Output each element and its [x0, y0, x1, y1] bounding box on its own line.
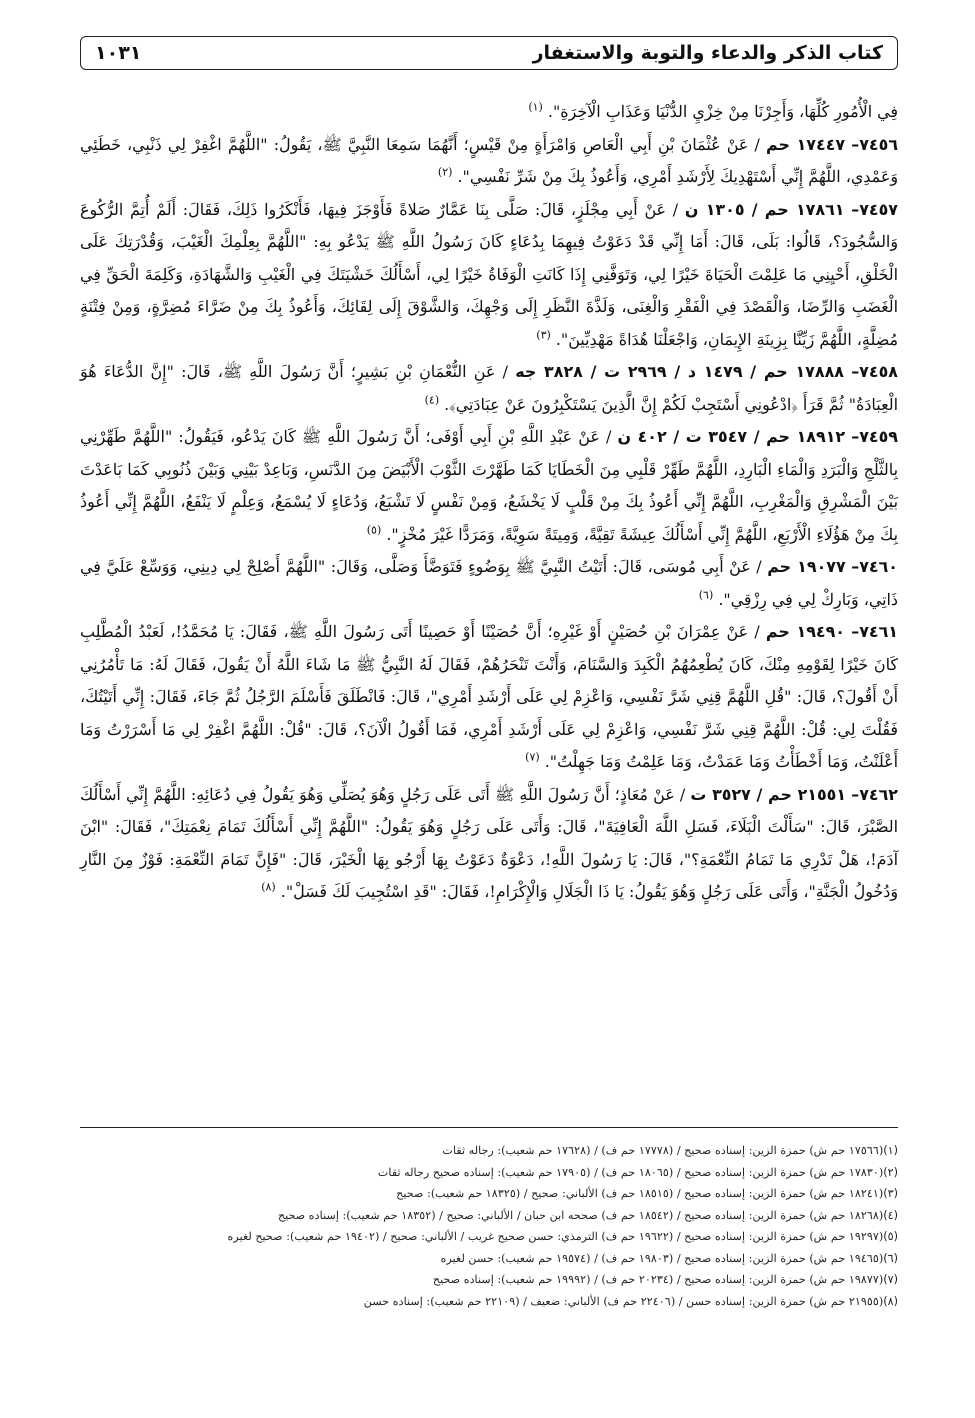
hadith-entry: [80, 616, 898, 779]
chapter-title: كتاب الذكر والدعاء والتوبة والاستغفار: [532, 42, 883, 64]
hadith-text: / عَنْ مُعَاذٍ؛ أَنَّ رَسُولَ اللَّهِ ﷺ أَتَى عَلَى رَجُلٍ وَهُوَ يُصَلِّي وَهُوَ يَقُولُ فِي دُعَائِهِ: اللَّهُمَّ إِنِّي أَسْأَلُكَ الصَّبْرَ، قَالَ: "سَأَلْتَ الْبَلَاءَ، فَسَلِ اللَّهَ الْعَافِيَةَ"، قَالَ: وَأَتَى عَلَى رَجُلٍ وَهُوَ يَقُولُ: "اللَّهُمَّ إِنِّي أَسْأَلُكَ تَمَامَ نِعْمَتِكَ"، فَقَالَ: "ابْنَ آدَمَ!، هَلْ تَدْرِي مَا تَمَامُ النِّعْمَةِ؟"، قَالَ: يَا رَسُولَ اللَّهِ!، دَعْوَةٌ دَعَوْتُ بِهَا أَرْجُو بِهَا الْخَيْرَ، قَالَ: "فَإِنَّ تَمَامَ النِّعْمَةِ: فَوْزٌ مِنَ النَّارِ وَدُخُولُ الْجَنَّةِ"، وَأَتَى عَلَى رَجُلٍ وَهُوَ يَقُولُ: يَا ذَا الْجَلَالِ وَالْإِكْرَامِ!، فَقَالَ: "قَدِ اسْتُجِيبَ لَكَ فَسَلْ".: [80, 784, 898, 901]
footnote: [80, 1269, 898, 1291]
source-refs: ١٧٨٦١ حم / ١٣٠٥ ن: [684, 199, 845, 219]
footnote-mark: (٢): [883, 1165, 898, 1179]
hadith-number: ٧٤٦٠–: [851, 557, 898, 576]
footnote-mark: (٤): [883, 1208, 898, 1222]
footnote: [80, 1140, 898, 1162]
footnote-divider: [80, 1127, 898, 1128]
footnote-ref: (٥): [366, 523, 382, 537]
footnote: [80, 1205, 898, 1227]
footnote-ref: (٤): [424, 393, 440, 407]
footnote: [80, 1183, 898, 1205]
footnote-text: (١٩٢٩٧ حم ش) حمزة الزين: إسناده صحيح / (١٩٦٢٢ حم ف) الترمذي: حسن صحيح غريب / الألباني: صحيح / (١٩٤٠٢ حم شعيب): صحيح لغيره: [227, 1230, 884, 1243]
footnote-mark: (٣): [883, 1187, 898, 1200]
footnote-text: (١٨٢٤١ حم ش) حمزة الزين: إسناده صحيح / (١٨٥١٥ حم ف) الألباني: صحيح / (١٨٣٢٥ حم شعيب): صحيح: [396, 1187, 884, 1200]
hadith-entry: [80, 421, 898, 551]
source-refs: ١٨٩١٢ حم / ٣٥٤٧ ت / ٤٠٢ ن: [617, 427, 846, 446]
source-refs: ١٧٤٤٧ حم: [766, 134, 846, 154]
hadith-entry: [80, 194, 898, 357]
hadith-number: ٧٤٦١–: [851, 622, 898, 641]
footnotes-section: [80, 1140, 898, 1312]
hadith-number: ٧٤٥٩–: [851, 427, 898, 446]
footnote: [80, 1291, 898, 1313]
footnote-ref: (٨): [261, 880, 276, 894]
footnote-mark: (١): [883, 1144, 898, 1157]
hadith-text: / عَنْ عِمْرَانَ بْنِ حُصَيْنٍ أَوْ غَيْرِهِ؛ أَنَّ حُصَيْنًا أَوْ حَصِينًا أَتَى رَسُولَ اللَّهِ ﷺ، فَقَالَ: يَا مُحَمَّدُ!، لَعَبْدُ الْمُطَّلِبِ كَانَ خَيْرًا لِقَوْمِهِ مِنْكَ، كَانَ يُطْعِمُهُمُ الْكَبِدَ وَالسَّنَامَ، وَأَنْتَ تَنْحَرُهُمْ، فَقَالَ لَهُ النَّبِيُّ ﷺ مَا شَاءَ اللَّهُ أَنْ يَقُولَ، فَقَالَ لَهُ: مَا تَأْمُرُنِي أَنْ أَقُولَ؟، قَالَ: "قُلِ اللَّهُمَّ قِنِي شَرَّ نَفْسِي، وَاعْزِمْ لِي عَلَى أَرْشَدِ أَمْرِي"، قَالَ: فَانْطَلَقَ فَأَسْلَمَ الرَّجُلُ ثُمَّ جَاءَ، فَقَالَ: إِنِّي أَتَيْتُكَ، فَقُلْتَ لِي: قُلْ: اللَّهُمَّ قِنِي شَرَّ نَفْسِي، وَاعْزِمْ لِي عَلَى أَرْشَدِ أَمْرِي، فَمَا أَقُولُ الْآنَ؟، قَالَ: "قُلْ: اللَّهُمَّ اغْفِرْ لِي مَا أَسْرَرْتُ وَمَا أَعْلَنْتُ، وَمَا أَخْطَأْتُ وَمَا عَمَدْتُ، وَمَا عَلِمْتُ وَمَا جَهِلْتُ".: [80, 622, 898, 771]
footnote-text: (١٧٨٣٠ حم ش) حمزة الزين: إسناده صحيح / (١٨٠٦٥ حم ف) / (١٧٩٠٥ حم شعيب): إسناده صحيح رجاله ثقات: [377, 1165, 884, 1179]
hadith-text: / عَنِ النُّعْمَانِ بْنِ بَشِيرٍ؛ أَنَّ رَسُولَ اللَّهِ ﷺ، قَالَ: "إِنَّ الدُّعَاءَ هُوَ الْعِبَادَةُ" ثُمَّ قَرَأَ ﴿ادْعُونِي أَسْتَجِبْ لَكُمْ إِنَّ الَّذِينَ يَسْتَكْبِرُونَ عَنْ عِبَادَتِي﴾.: [80, 362, 898, 414]
hadith-number: ٧٤٦٢–: [851, 784, 898, 804]
hadith-entry: [80, 779, 898, 909]
source-refs: ١٧٨٨٨ حم / ١٤٧٩ د / ٢٩٦٩ ت / ٣٨٢٨ جه: [515, 362, 844, 381]
hadith-number: ٧٤٥٧–: [851, 199, 898, 219]
footnote-ref: (٧): [525, 750, 540, 764]
hadith-text: / عَنْ أَبِي مُوسَى، قَالَ: أَتَيْتُ النَّبِيَّ ﷺ بِوَضُوءٍ فَتَوَضَّأَ وَصَلَّى، وَقَالَ: "اللَّهُمَّ أَصْلِحْ لِي دِينِي، وَوَسِّعْ عَلَيَّ فِي ذَاتِي، وَبَارِكْ لِي فِي رِزْقِي".: [80, 557, 898, 609]
hadith-entry: [80, 551, 898, 616]
footnote-text: (١٩٤٦٥ حم ش) حمزة الزين: إسناده صحيح / (١٩٨٠٣ حم ف) / (١٩٥٧٤ حم شعيب): حسن لغيره: [440, 1251, 884, 1265]
footnote: [80, 1226, 898, 1248]
hadith-number: ٧٤٥٨–: [851, 362, 898, 381]
continuation-paragraph: [80, 96, 898, 129]
footnote-ref: (٦): [698, 588, 714, 602]
source-refs: ٢١٥٥١ حم / ٣٥٢٧ ت: [690, 784, 847, 804]
main-text: [80, 96, 898, 909]
footnote-text: (١٧٥٦٦ حم ش) حمزة الزين: إسناده صحيح / (١٧٧٧٨ حم ف) / (١٧٦٢٨ حم شعيب): رجاله ثقات: [442, 1144, 884, 1157]
page-header: [80, 36, 898, 70]
page-number: ١٠٣١: [95, 42, 142, 64]
source-refs: ١٩٠٧٧ حم: [767, 557, 846, 576]
footnote-ref: (٢): [437, 165, 453, 179]
footnote-mark: (٧): [883, 1273, 898, 1286]
continuation-text: فِي الْأُمُورِ كُلِّهَا، وَأَجِرْنَا مِنْ خِزْيِ الدُّنْيَا وَعَذَابِ الْآخِرَةِ".: [547, 102, 898, 121]
footnote-ref: (١): [528, 100, 543, 114]
footnote-text: (١٩٨٧٧ حم ش) حمزة الزين: إسناده صحيح / (٢٠٢٣٤ حم ف) / (١٩٩٩٢ حم شعيب): إسناده صحيح: [432, 1273, 884, 1286]
hadith-text: / عَنْ أَبِي مِجْلَزٍ، قَالَ: صَلَّى بِنَا عَمَّارٌ صَلاةً فَأَوْجَزَ فِيهَا، فَأَنْكَرُوا ذَلِكَ، فَقَالَ: أَلَمْ أُتِمَّ الرُّكُوعَ وَالسُّجُودَ؟، قَالُوا: بَلَى، قَالَ: أَمَا إِنِّي قَدْ دَعَوْتُ فِيهِمَا بِدُعَاءٍ كَانَ رَسُولُ اللَّهِ ﷺ يَدْعُو بِهِ: "اللَّهُمَّ بِعِلْمِكَ الْغَيْبَ، وَقُدْرَتِكَ عَلَى الْخَلْقِ، أَحْيِنِي مَا عَلِمْتَ الْحَيَاةَ خَيْرًا لِي، وَتَوَفَّنِي إِذَا كَانَتِ الْوَفَاةُ خَيْرًا لِي، أَسْأَلُكَ خَشْيَتَكَ فِي الْغَيْبِ وَالشَّهَادَةِ، وَكَلِمَةَ الْحَقِّ فِي الْغَضَبِ وَالرِّضَا، وَالْقَصْدَ فِي الْفَقْرِ وَالْغِنَى، وَلَذَّةَ النَّظَرِ إِلَى وَجْهِكَ، وَالشَّوْقَ إِلَى لِقَائِكَ، وَأَعُوذُ بِكَ مِنْ ضَرَّاءَ مُضِرَّةٍ، وَمِنْ فِتْنَةٍ مُضِلَّةٍ، اللَّهُمَّ زَيِّنَّا بِزِينَةِ الإِيمَانِ، وَاجْعَلْنَا هُدَاةً مَهْدِيِّينَ".: [80, 199, 898, 349]
footnote: [80, 1162, 898, 1184]
footnote-mark: (٦): [883, 1251, 898, 1265]
hadith-entry: [80, 129, 898, 194]
footnote-mark: (٨): [883, 1294, 898, 1308]
hadith-number: ٧٤٥٦–: [851, 134, 899, 154]
hadith-text: / عَنْ عَبْدِ اللَّهِ بْنِ أَبِي أَوْفَى؛ أَنَّ رَسُولَ اللَّهِ ﷺ كَانَ يَدْعُو، فَيَقُولُ: "اللَّهُمَّ طَهِّرْنِي بِالثَّلْجِ وَالْبَرَدِ وَالْمَاءِ الْبَارِدِ، اللَّهُمَّ طَهِّرْ قَلْبِي مِنَ الْخَطَايَا كَمَا طَهَّرْتَ الثَّوْبَ الْأَبْيَضَ مِنَ الدَّنَسِ، وَبَاعِدْ بَيْنِي وَبَيْنَ ذُنُوبِي كَمَا بَاعَدْتَ بَيْنَ الْمَشْرِقِ وَالْمَغْرِبِ، اللَّهُمَّ إِنِّي أَعُوذُ بِكَ مِنْ قَلْبٍ لَا يَخْشَعُ، وَمِنْ نَفْسٍ لَا تَشْبَعُ، وَدُعَاءٍ لَا يُسْمَعُ، وَعِلْمٍ لَا يَنْفَعُ، اللَّهُمَّ إِنِّي أَعُوذُ بِكَ مِنْ هَؤُلَاءِ الْأَرْبَعِ، اللَّهُمَّ إِنِّي أَسْأَلُكَ عِيشَةً تَقِيَّةً، وَمِيتَةً سَوِيَّةً، وَمَرَدًّا غَيْرَ مُخْزٍ".: [80, 427, 898, 544]
source-refs: ١٩٤٩٠ حم: [765, 622, 846, 641]
hadith-entry: [80, 356, 898, 421]
footnote-text: (١٨٢٦٨ حم ش) حمزة الزين: إسناده صحيح / (١٨٥٤٢ حم ف) صححه ابن حبان / الألباني: صحيح / (١٨٣٥٢ حم شعيب): إسناده صحيح: [277, 1208, 884, 1222]
footnote: [80, 1248, 898, 1270]
footnote-mark: (٥): [883, 1230, 898, 1243]
footnote-text: (٢١٩٥٥ حم ش) حمزة الزين: إسناده حسن / (٢٢٤٠٦ حم ف) الألباني: ضعيف / (٢٢١٠٩ حم شعيب): إسناده حسن: [363, 1294, 884, 1308]
hadith-text: / عَنْ عُثْمَانَ بْنِ أَبِي الْعَاصِ وَامْرَأَةٍ مِنْ قَيْسٍ؛ أَنَّهُمَا سَمِعَا النَّبِيَّ ﷺ، يَقُولُ: "اللَّهُمَّ اغْفِرْ لِي ذَنْبِي، خَطَئِي وَعَمْدِي، اللَّهُمَّ إِنِّي أَسْتَهْدِيكَ لِأَرْشَدِ أَمْرِي، وَأَعُوذُ بِكَ مِنْ شَرِّ نَفْسِي".: [80, 134, 898, 186]
footnote-ref: (٣): [536, 328, 551, 342]
